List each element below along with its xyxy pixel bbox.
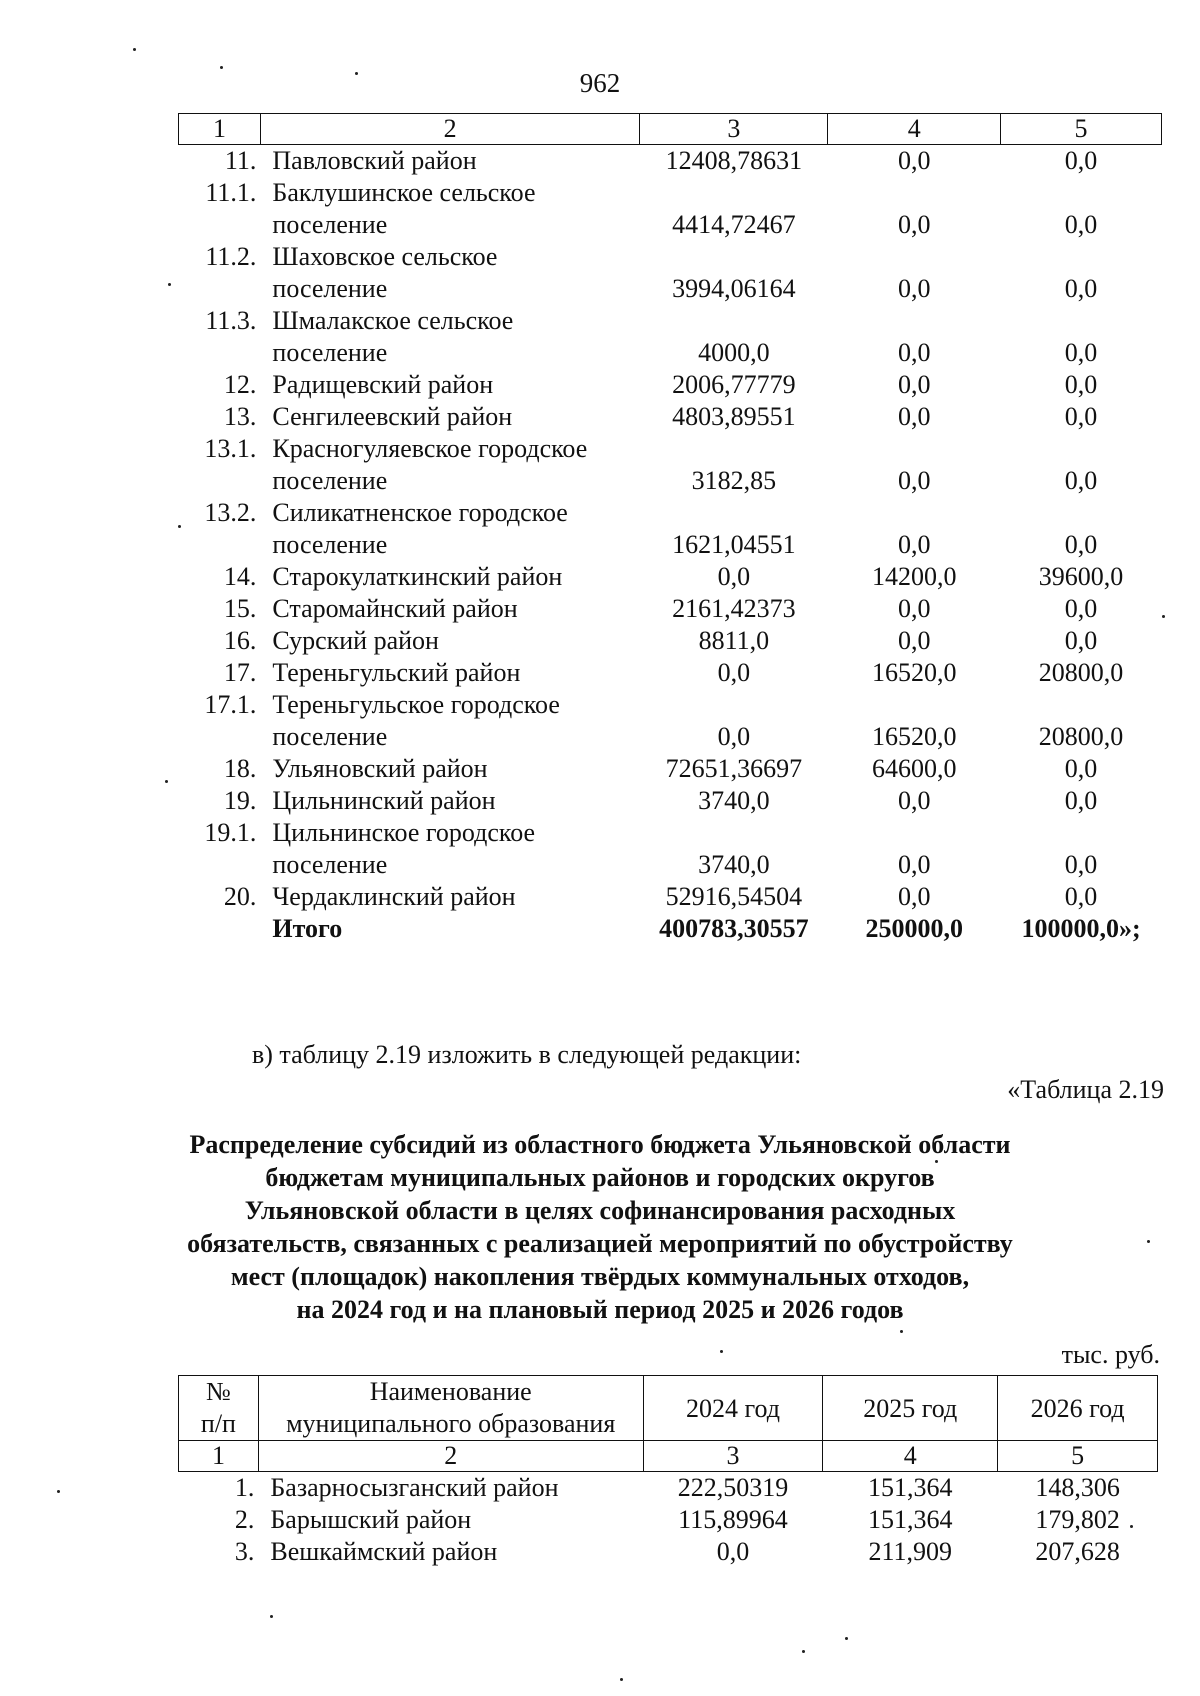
value-col5: 20800,0 (1038, 722, 1124, 751)
table-row (179, 881, 1162, 913)
row-name (260, 241, 640, 305)
column-number: 5 (1001, 114, 1162, 145)
column-number: 2 (258, 1441, 643, 1472)
table-row (179, 1536, 1158, 1568)
row-name-line: Тереньгульское городское (272, 690, 560, 719)
value-col4: 0,0 (897, 626, 931, 655)
row-name-line: поселение (272, 722, 388, 751)
value-col5: 0,0 (1064, 594, 1098, 623)
value-col3: 2161,42373 (672, 594, 796, 623)
row-index: 13.2. (204, 498, 257, 527)
table-row (179, 497, 1162, 561)
value-col4: 14200,0 (871, 562, 957, 591)
value-2026: 207,628 (1035, 1537, 1120, 1566)
header-row (179, 1376, 1158, 1441)
scan-speck (845, 1637, 848, 1640)
value-col4: 0,0 (897, 530, 931, 559)
column-number: 3 (643, 1441, 823, 1472)
value-col5: 0,0 (1064, 850, 1098, 879)
value-2024: 222,50319 (677, 1473, 789, 1502)
value-col5: 0,0 (1064, 626, 1098, 655)
scan-speck (165, 780, 168, 783)
value-col5: 0,0 (1064, 786, 1098, 815)
row-name-line: Шмалакское сельское (272, 306, 514, 335)
row-name (260, 497, 640, 561)
row-name-line: Цильнинское городское (272, 818, 536, 847)
row-index: 11.1. (205, 178, 257, 207)
scan-speck (935, 1160, 938, 1163)
row-name: Барышский район (270, 1505, 472, 1534)
value-col3: 0,0 (717, 722, 751, 751)
row-name (260, 881, 640, 913)
table-row (179, 1504, 1158, 1536)
value-col3: 2006,77779 (672, 370, 796, 399)
row-name-line: Чердаклинский район (272, 882, 516, 911)
scan-speck (1147, 1240, 1150, 1243)
scan-speck (178, 525, 181, 528)
scan-speck (1130, 1525, 1133, 1528)
table-row (179, 593, 1162, 625)
value-col4: 0,0 (897, 402, 931, 431)
row-index: 14. (223, 562, 257, 591)
row-name (260, 433, 640, 497)
row-index: 18. (223, 754, 257, 783)
row-index: 2. (234, 1505, 255, 1534)
total-empty (179, 913, 261, 945)
table-row (179, 401, 1162, 433)
scan-speck (220, 66, 223, 69)
scan-speck (620, 1678, 623, 1681)
value-col5: 20800,0 (1038, 658, 1124, 687)
value-2024: 115,89964 (678, 1505, 788, 1534)
row-index: 20. (223, 882, 257, 911)
value-col5: 0,0 (1064, 274, 1098, 303)
amendment-item-b: в) таблицу 2.19 изложить в следующей редакции: (252, 1040, 802, 1069)
value-col5: 0,0 (1064, 882, 1098, 911)
value-col3: 12408,78631 (665, 146, 803, 175)
row-index: 1. (234, 1473, 255, 1502)
scan-speck (57, 1490, 60, 1493)
row-name-line: Шаховское сельское (272, 242, 498, 271)
subsidy-table-continuation (178, 113, 1162, 945)
value-col4: 0,0 (897, 370, 931, 399)
row-name-line: Цильнинский район (272, 786, 496, 815)
value-col3: 3740,0 (698, 850, 770, 879)
table-row (179, 817, 1162, 881)
row-name-line: Баклушинское сельское (272, 178, 536, 207)
value-col4: 0,0 (897, 786, 931, 815)
title-line: Ульяновской области в целях софинансирования расходных (244, 1196, 956, 1225)
table-row (179, 177, 1162, 241)
row-name (260, 593, 640, 625)
table-row (179, 145, 1162, 178)
page-number: 962 (579, 68, 621, 98)
value-col5: 0,0 (1064, 370, 1098, 399)
row-name (260, 689, 640, 753)
header-name: Наименование муниципального образования (258, 1376, 643, 1441)
row-name-line: поселение (272, 274, 388, 303)
value-col5: 0,0 (1064, 146, 1098, 175)
row-name (260, 817, 640, 881)
value-2024: 0,0 (716, 1537, 750, 1566)
row-name (260, 753, 640, 785)
scan-speck (900, 1330, 903, 1333)
row-name-line: Радищевский район (272, 370, 494, 399)
scan-speck (1162, 615, 1165, 618)
scan-speck (720, 1350, 723, 1353)
total-col3: 400783,30557 (659, 914, 809, 943)
title-line: Распределение субсидий из областного бюджета Ульяновской области (189, 1130, 1011, 1159)
value-col5: 0,0 (1064, 402, 1098, 431)
row-name (260, 177, 640, 241)
value-col4: 0,0 (897, 850, 931, 879)
row-index: 17.1. (204, 690, 257, 719)
row-name (260, 561, 640, 593)
table-label: «Таблица 2.19 (1007, 1075, 1164, 1104)
title-line: бюджетам муниципальных районов и городских округов (265, 1163, 935, 1192)
table-row (179, 785, 1162, 817)
subsidy-table-2-19 (178, 1375, 1158, 1568)
value-col4: 16520,0 (871, 722, 957, 751)
value-col3: 3182,85 (691, 466, 777, 495)
table-row (179, 657, 1162, 689)
value-col3: 3740,0 (698, 786, 770, 815)
row-index: 11. (224, 146, 257, 175)
value-col5: 0,0 (1064, 530, 1098, 559)
scan-speck (133, 48, 136, 51)
row-name-line: Тереньгульский район (272, 658, 521, 687)
row-name-line: Старомайнский район (272, 594, 518, 623)
row-name-line: поселение (272, 338, 388, 367)
value-col3: 4000,0 (698, 338, 770, 367)
value-col4: 0,0 (897, 338, 931, 367)
row-index: 19. (223, 786, 257, 815)
row-name-line: поселение (272, 850, 388, 879)
total-col4: 250000,0 (865, 914, 963, 943)
value-col5: 0,0 (1064, 210, 1098, 239)
row-name-line: поселение (272, 466, 388, 495)
row-name-line: Сурский район (272, 626, 439, 655)
column-number: 4 (823, 1441, 998, 1472)
row-name-line: поселение (272, 210, 388, 239)
table-row (179, 433, 1162, 497)
row-index: 19.1. (204, 818, 257, 847)
value-col4: 64600,0 (871, 754, 957, 783)
column-number: 2 (260, 114, 640, 145)
row-name: Базарносызганский район (270, 1473, 559, 1502)
column-number-row (179, 1441, 1158, 1472)
row-name (260, 625, 640, 657)
row-name-line: Сенгилеевский район (272, 402, 513, 431)
value-col4: 0,0 (897, 274, 931, 303)
column-number: 5 (998, 1441, 1158, 1472)
header-no: № п/п (179, 1376, 259, 1441)
total-label: Итого (272, 914, 343, 943)
scan-speck (802, 1650, 805, 1653)
table-row (179, 241, 1162, 305)
value-col3: 8811,0 (698, 626, 770, 655)
title-line: обязательств, связанных с реализацией мероприятий по обустройству (187, 1229, 1013, 1258)
value-col4: 0,0 (897, 146, 931, 175)
scan-speck (355, 72, 358, 75)
value-2026: 179,802 (1035, 1505, 1120, 1534)
row-name-line: поселение (272, 530, 388, 559)
value-col3: 72651,36697 (665, 754, 803, 783)
table-title (130, 1128, 1070, 1326)
table-row (179, 305, 1162, 369)
header-year-2026: 2026 год (998, 1376, 1158, 1441)
row-index: 13. (223, 402, 257, 431)
value-2025: 151,364 (868, 1473, 953, 1502)
row-name (260, 369, 640, 401)
table-row (179, 625, 1162, 657)
row-index: 16. (223, 626, 257, 655)
table-row (179, 753, 1162, 785)
row-index: 12. (223, 370, 257, 399)
value-col5: 39600,0 (1038, 562, 1124, 591)
value-col3: 4414,72467 (672, 210, 796, 239)
column-number: 3 (640, 114, 828, 145)
table-row (179, 1472, 1158, 1505)
value-col3: 1621,04551 (672, 530, 796, 559)
value-col5: 0,0 (1064, 338, 1098, 367)
value-col4: 0,0 (897, 210, 931, 239)
row-name-line: Старокулаткинский район (272, 562, 563, 591)
value-col3: 0,0 (717, 658, 751, 687)
row-name (260, 657, 640, 689)
row-name (260, 401, 640, 433)
column-number-row (179, 114, 1162, 145)
row-name-line: Красногуляевское городское (272, 434, 588, 463)
title-line: на 2024 год и на плановый период 2025 и 2026 годов (296, 1295, 904, 1324)
row-name (260, 785, 640, 817)
value-col4: 0,0 (897, 882, 931, 911)
value-col4: 16520,0 (871, 658, 957, 687)
table-row (179, 689, 1162, 753)
row-name-line: Павловский район (272, 146, 477, 175)
value-col3: 3994,06164 (672, 274, 796, 303)
value-col5: 0,0 (1064, 754, 1098, 783)
column-number: 1 (179, 1441, 259, 1472)
value-col4: 0,0 (897, 594, 931, 623)
row-index: 11.3. (205, 306, 257, 335)
row-index: 3. (234, 1537, 255, 1566)
value-col3: 4803,89551 (672, 402, 796, 431)
row-name-line: Ульяновский район (272, 754, 488, 783)
row-name-line: Силикатненское городское (272, 498, 568, 527)
value-2025: 211,909 (868, 1537, 953, 1566)
row-name (260, 145, 640, 178)
value-col5: 0,0 (1064, 466, 1098, 495)
header-year-2024: 2024 год (643, 1376, 823, 1441)
table-row (179, 369, 1162, 401)
total-col5: 100000,0»; (1021, 914, 1141, 943)
row-index: 17. (223, 658, 257, 687)
title-line: мест (площадок) накопления твёрдых коммунальных отходов, (230, 1262, 970, 1291)
row-index: 13.1. (204, 434, 257, 463)
value-2025: 151,364 (868, 1505, 953, 1534)
row-index: 15. (223, 594, 257, 623)
value-col3: 0,0 (717, 562, 751, 591)
value-col3: 52916,54504 (665, 882, 803, 911)
value-col4: 0,0 (897, 466, 931, 495)
scan-speck (270, 1615, 273, 1618)
scan-speck (168, 283, 171, 286)
column-number: 1 (179, 114, 261, 145)
table-row (179, 561, 1162, 593)
row-name: Вешкаймский район (270, 1537, 498, 1566)
header-year-2025: 2025 год (823, 1376, 998, 1441)
unit-label: тыс. руб. (1061, 1340, 1160, 1369)
row-name (260, 305, 640, 369)
value-2026: 148,306 (1035, 1473, 1120, 1502)
column-number: 4 (828, 114, 1001, 145)
row-index: 11.2. (205, 242, 257, 271)
total-row (179, 913, 1162, 945)
